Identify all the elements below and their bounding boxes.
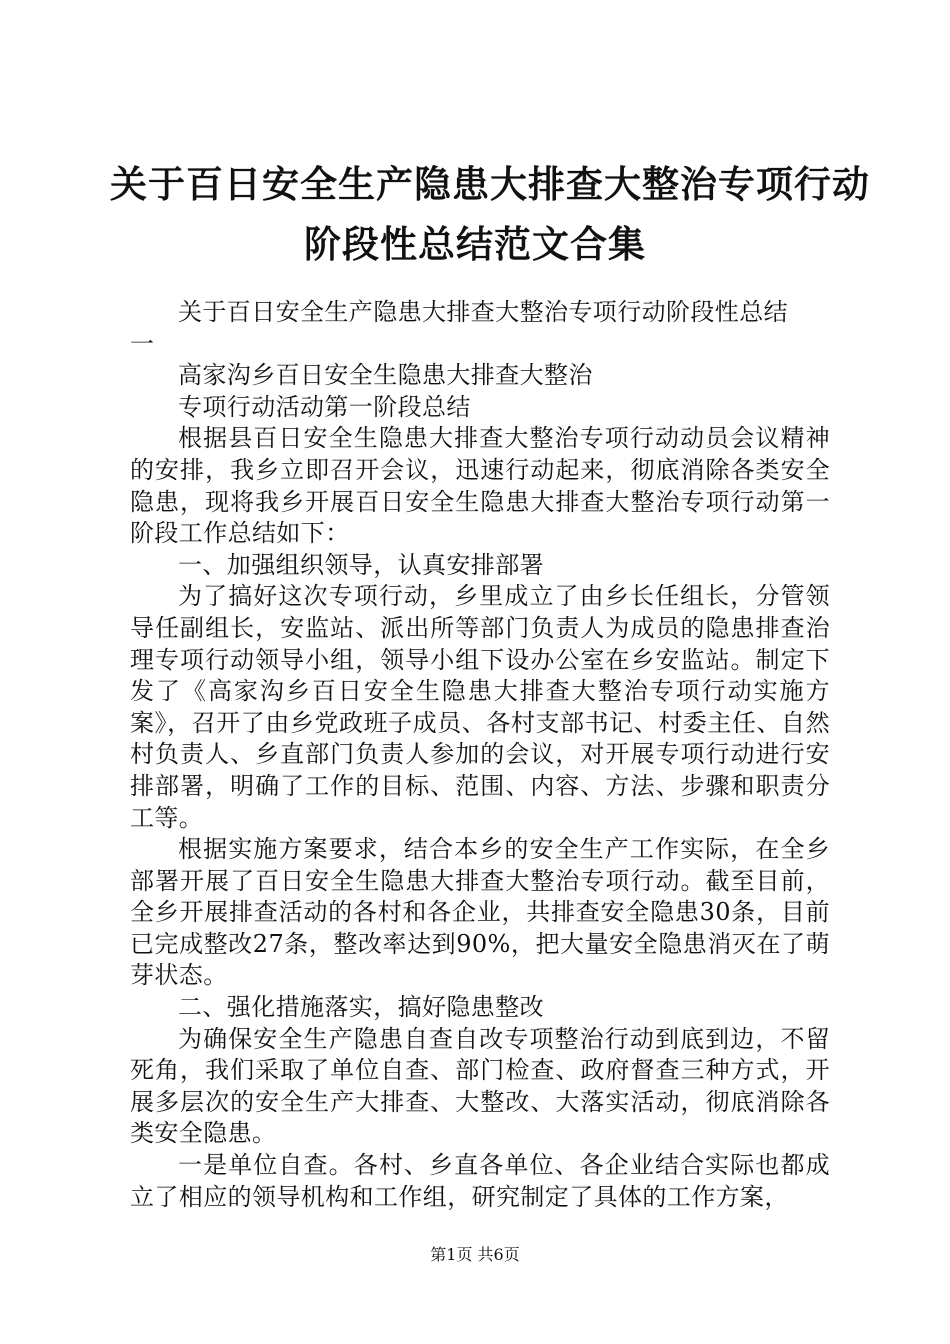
- heading-org: 高家沟乡百日安全生隐患大排查大整治: [178, 361, 593, 390]
- document-title-line-1: 关于百日安全生产隐患大排查大整治专项行动: [110, 162, 870, 206]
- section-heading-1: 一、加强组织领导，认真安排部署: [178, 550, 544, 579]
- paragraph: 一是单位自查。各村、乡直各单位、各企业结合实际也都成立了相应的领导机构和工作组，研究制定了具体的工作方案，: [130, 1151, 830, 1211]
- paragraph: 根据县百日安全生隐患大排查大整治专项行动动员会议精神的安排，我乡立即召开会议，迅速行动起来，彻底消除各类安全隐患，现将我乡开展百日安全生隐患大排查大整治专项行动第一阶段工作总结如下：: [130, 424, 830, 548]
- subtitle-line: 关于百日安全生产隐患大排查大整治专项行动阶段性总结: [178, 298, 788, 326]
- section-heading-2: 二、强化措施落实，搞好隐患整改: [178, 993, 544, 1022]
- paragraph: 为确保安全生产隐患自查自改专项整治行动到底到边，不留死角，我们采取了单位自查、部门检查、政府督查三种方式，开展多层次的安全生产大排查、大整改、大落实活动，彻底消除各类安全隐患。: [130, 1024, 830, 1148]
- paragraph: 为了搞好这次专项行动，乡里成立了由乡长任组长，分管领导任副组长，安监站、派出所等部门负责人为成员的隐患排查治理专项行动领导小组，领导小组下设办公室在乡安监站。制定下发了《高家沟乡百日安全生隐患大排查大整治专项行动实施方案》，召开了由乡党政班子成员、各村支部书记、村委主任、自然村负责人、乡直部门负责人参加的会议，对开展专项行动进行安排部署，明确了工作的目标、范围、内容、方法、步骤和职责分工等。: [130, 582, 830, 832]
- paragraph: 根据实施方案要求，结合本乡的安全生产工作实际，在全乡部署开展了百日安全生隐患大排查大整治专项行动。截至目前，全乡开展排查活动的各村和各企业，共排查安全隐患30条，目前已完成整改27条，整改率达到90%，把大量安全隐患消灭在了萌芽状态。: [130, 835, 830, 990]
- document-title-line-2: 阶段性总结范文合集: [304, 222, 646, 266]
- heading-summary: 专项行动活动第一阶段总结: [178, 392, 471, 421]
- page-footer: 第1页 共6页: [430, 1245, 520, 1264]
- document-body: [130, 297, 830, 1213]
- subtitle-number: 一: [130, 329, 155, 358]
